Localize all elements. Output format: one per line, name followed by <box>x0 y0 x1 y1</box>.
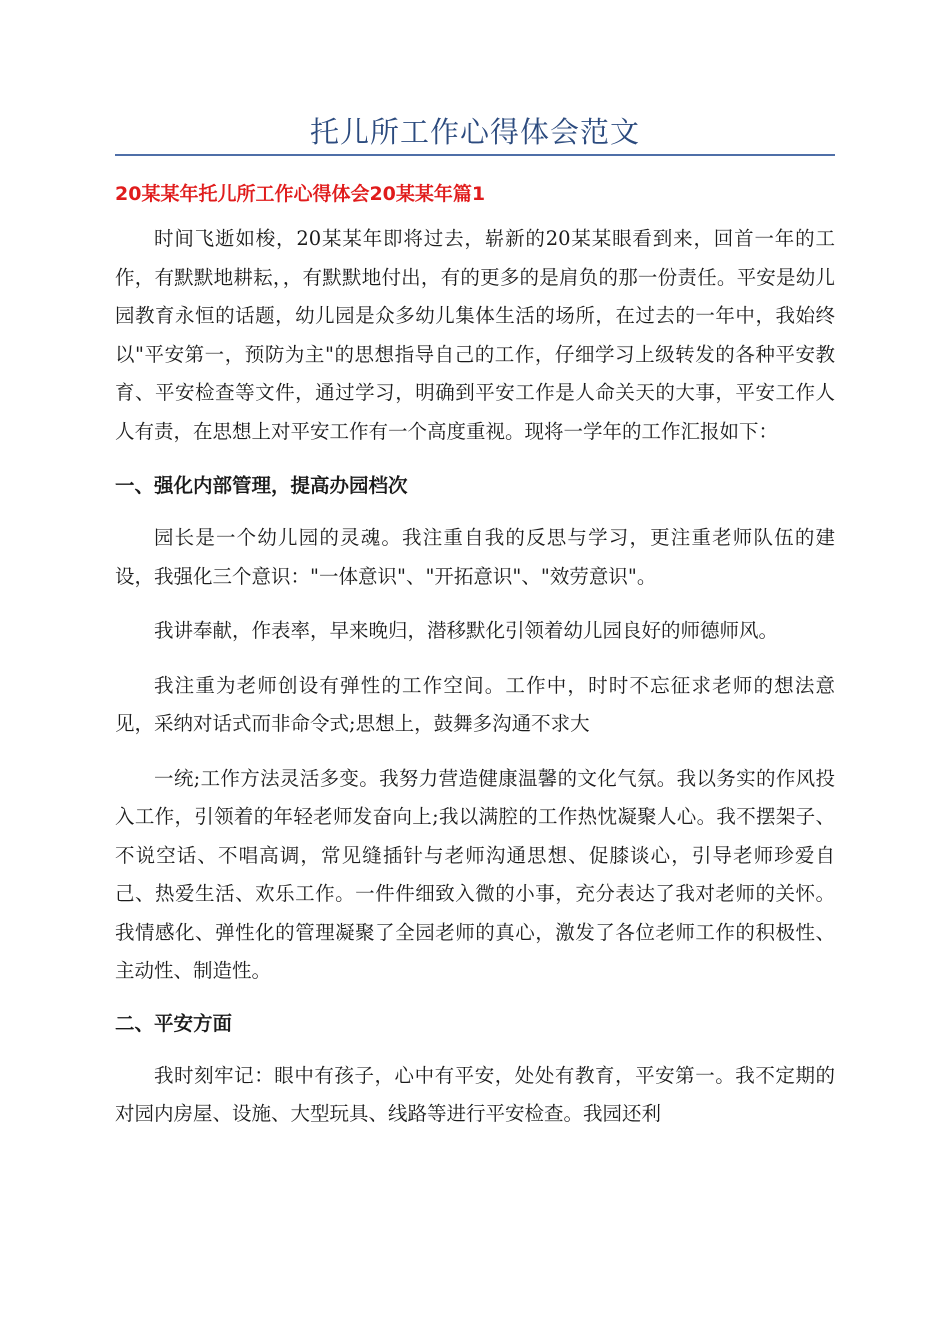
paragraph: 我时刻牢记：眼中有孩子，心中有平安，处处有教育，平安第一。我不定期的对园内房屋、设施、大型玩具、线路等进行平安检查。我园还利 <box>115 1063 835 1125</box>
section-heading-safety: 二、平安方面 <box>115 1011 233 1035</box>
paragraph: 我注重为老师创设有弹性的工作空间。工作中，时时不忘征求老师的想法意见，采纳对话式而非命令式;思想上，鼓舞多沟通不求大 <box>115 673 835 735</box>
document-title: 托儿所工作心得体会范文 <box>309 115 640 149</box>
intro-paragraph: 时间飞逝如梭，20某某年即将过去，崭新的20某某眼看到来，回首一年的工作，有默默地耕耘，，有默默地付出，有的更多的是肩负的那一份责任。平安是幼儿园教育永恒的话题，幼儿园是众多幼儿集体生活的场所，在过去的一年中，我始终以"平安第一，预防为主"的思想指导自己的工作，仔细学习上级转发的各种平安教育、平安检查等文件，通过学习，明确到平安工作是人命关天的大事，平安工作人人有责，在思想上对平安工作有一个高度重视。现将一学年的工作汇报如下： <box>115 227 835 443</box>
section-heading-management: 一、强化内部管理，提高办园档次 <box>115 474 408 497</box>
paragraph: 一统;工作方法灵活多变。我努力营造健康温馨的文化气氛。我以务实的作风投入工作，引领着的年轻老师发奋向上;我以满腔的工作热忱凝聚人心。我不摆架子、不说空话、不唱高调，常见缝插针与老师沟通思想、促膝谈心，引导老师珍爱自己、热爱生活、欢乐工作。一件件细致入微的小事，充分表达了我对老师的关怀。我情感化、弹性化的管理凝聚了全园老师的真心，激发了各位老师工作的积极性、主动性、制造性。 <box>115 766 835 982</box>
paragraph: 我讲奉献，作表率，早来晚归，潜移默化引领着幼儿园良好的师德师风。 <box>154 619 779 642</box>
document-body <box>115 176 835 1150</box>
title-divider <box>115 154 835 156</box>
paragraph: 园长是一个幼儿园的灵魂。我注重自我的反思与学习，更注重老师队伍的建设，我强化三个意识："一体意识"、"开拓意识"、"效劳意识"。 <box>115 526 835 588</box>
article-subtitle: 20某某年托儿所工作心得体会20某某年篇1 <box>115 183 486 205</box>
